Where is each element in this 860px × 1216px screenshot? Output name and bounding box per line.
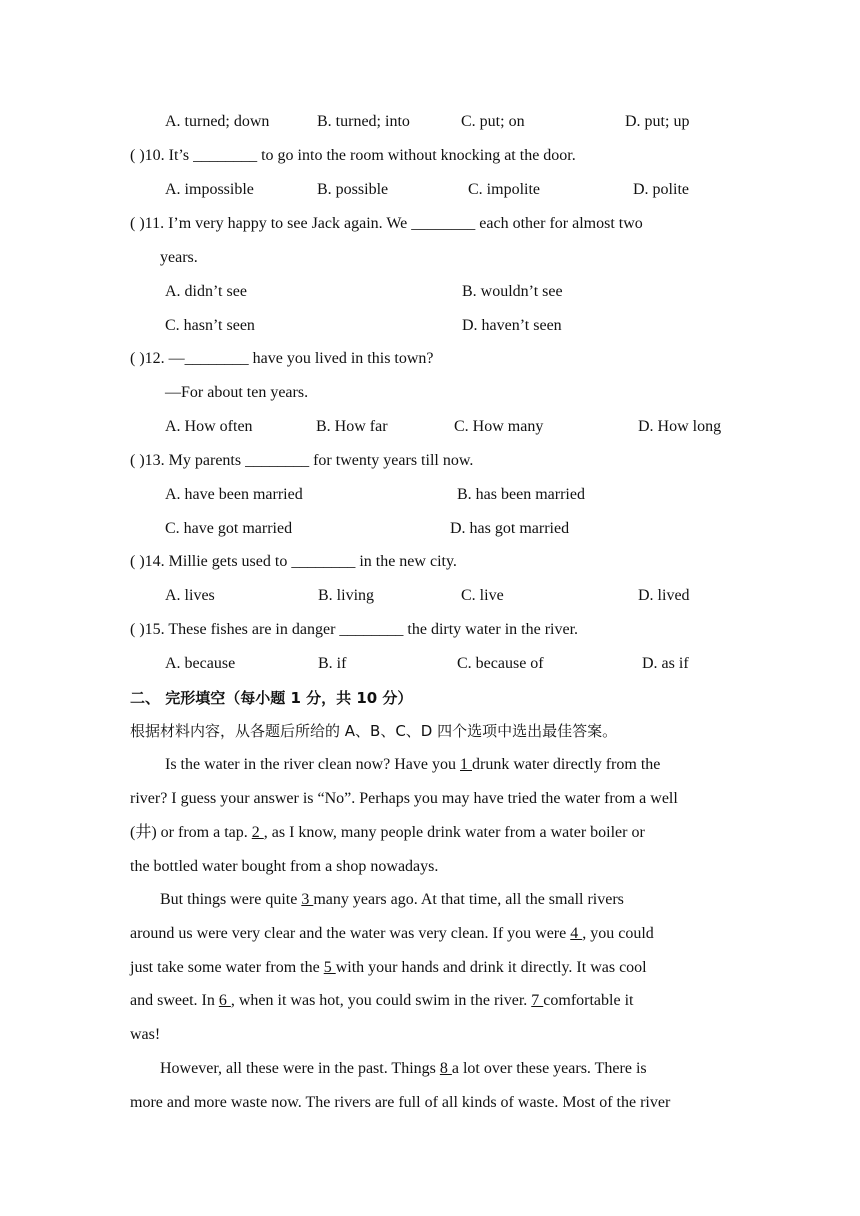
q13-option-b: B. has been married bbox=[457, 486, 585, 503]
blank-6: 6 bbox=[218, 992, 231, 1009]
passage-p2-line1 bbox=[160, 890, 624, 910]
q9-option-b: B. turned; into bbox=[317, 113, 410, 130]
q10-stem: ( )10. It’s ________ to go into the room without knocking at the door. bbox=[130, 147, 576, 164]
q15-option-c: C. because of bbox=[457, 655, 544, 672]
q14-stem: ( )14. Millie gets used to ________ in the new city. bbox=[130, 553, 457, 570]
q11-option-c: C. hasn’t seen bbox=[165, 317, 255, 334]
q11-option-b: B. wouldn’t see bbox=[462, 283, 563, 300]
q14-option-c: C. live bbox=[461, 587, 504, 604]
text-run: and sweet. In bbox=[130, 992, 219, 1009]
q12-option-a: A. How often bbox=[165, 418, 253, 435]
text-run: But things were quite bbox=[160, 891, 302, 908]
q13-option-c: C. have got married bbox=[165, 520, 293, 537]
q9-option-c: C. put; on bbox=[461, 113, 525, 130]
q12-stem: ( )12. —________ have you lived in this town? bbox=[130, 350, 434, 367]
q12-option-b: B. How far bbox=[316, 418, 388, 435]
text-run: However, all these were in the past. Things bbox=[160, 1060, 440, 1077]
blank-8: 8 bbox=[439, 1060, 452, 1077]
text-run: comfortable it bbox=[543, 992, 634, 1009]
blank-2: 2 bbox=[251, 824, 264, 841]
q9-option-a: A. turned; down bbox=[165, 113, 270, 130]
text-run: around us were very clear and the water was very clean. If you were bbox=[130, 925, 571, 942]
text-run: Is the water in the river clean now? Have you bbox=[165, 756, 460, 773]
q13-option-d: D. has got married bbox=[450, 520, 570, 537]
q11-stem-line2: years. bbox=[160, 249, 198, 266]
q12-reply: —For about ten years. bbox=[165, 384, 309, 401]
blank-4: 4 bbox=[570, 925, 583, 942]
passage-p1-line3 bbox=[130, 823, 645, 843]
passage-p1-line2: river? I guess your answer is “No”. Perhaps you may have tried the water from a well bbox=[130, 790, 678, 807]
passage-p2-line3 bbox=[130, 958, 647, 978]
q14-option-a: A. lives bbox=[165, 587, 215, 604]
text-run: , as I know, many people drink water from a water boiler or bbox=[263, 824, 645, 841]
q14-option-d: D. lived bbox=[638, 587, 690, 604]
text-run: many years ago. At that time, all the small rivers bbox=[313, 891, 624, 908]
text-run: , when it was hot, you could swim in the river. bbox=[230, 992, 532, 1009]
q10-option-a: A. impossible bbox=[165, 181, 254, 198]
blank-1: 1 bbox=[460, 756, 472, 773]
text-run: a lot over these years. There is bbox=[451, 1060, 647, 1077]
blank-5: 5 bbox=[323, 959, 336, 976]
q12-option-d: D. How long bbox=[638, 418, 722, 435]
passage-p2-line5: was! bbox=[130, 1026, 161, 1043]
passage-p2-line2 bbox=[130, 924, 654, 944]
blank-7: 7 bbox=[531, 992, 544, 1009]
text-run: (井) or from a tap. bbox=[130, 824, 252, 841]
text-run: drunk water directly from the bbox=[472, 756, 661, 773]
q10-option-c: C. impolite bbox=[468, 181, 540, 198]
text-run: with your hands and drink it directly. It was cool bbox=[335, 959, 647, 976]
q9-option-d: D. put; up bbox=[625, 113, 690, 130]
q11-stem-line1: ( )11. I’m very happy to see Jack again. We ________ each other for almost two bbox=[130, 215, 643, 232]
passage-p1-line1 bbox=[165, 755, 660, 775]
blank-3: 3 bbox=[301, 891, 314, 908]
q15-option-d: D. as if bbox=[642, 655, 689, 672]
passage-p3-line2: more and more waste now. The rivers are full of all kinds of waste. Most of the river bbox=[130, 1094, 671, 1111]
q14-option-b: B. living bbox=[318, 587, 375, 604]
passage-p3-line1 bbox=[160, 1059, 647, 1079]
q15-option-b: B. if bbox=[318, 655, 347, 672]
text-run: just take some water from the bbox=[130, 959, 324, 976]
section-instruction: 根据材料内容，从各题后所给的 A、B、C、D 四个选项中选出最佳答案。 bbox=[130, 722, 618, 740]
q10-option-b: B. possible bbox=[317, 181, 389, 198]
passage-p1-line4: the bottled water bought from a shop nowadays. bbox=[130, 858, 439, 875]
q13-stem: ( )13. My parents ________ for twenty years till now. bbox=[130, 452, 474, 469]
q11-option-a: A. didn’t see bbox=[165, 283, 247, 300]
q15-stem: ( )15. These fishes are in danger ________ the dirty water in the river. bbox=[130, 621, 579, 638]
q13-option-a: A. have been married bbox=[165, 486, 303, 503]
q10-option-d: D. polite bbox=[633, 181, 689, 198]
q11-option-d: D. haven’t seen bbox=[462, 317, 562, 334]
passage-p2-line4 bbox=[130, 991, 633, 1011]
section-heading: 二、 完形填空（每小题 1 分，共 10 分） bbox=[130, 689, 413, 707]
q15-option-a: A. because bbox=[165, 655, 236, 672]
q12-option-c: C. How many bbox=[454, 418, 544, 435]
text-run: , you could bbox=[582, 925, 654, 942]
